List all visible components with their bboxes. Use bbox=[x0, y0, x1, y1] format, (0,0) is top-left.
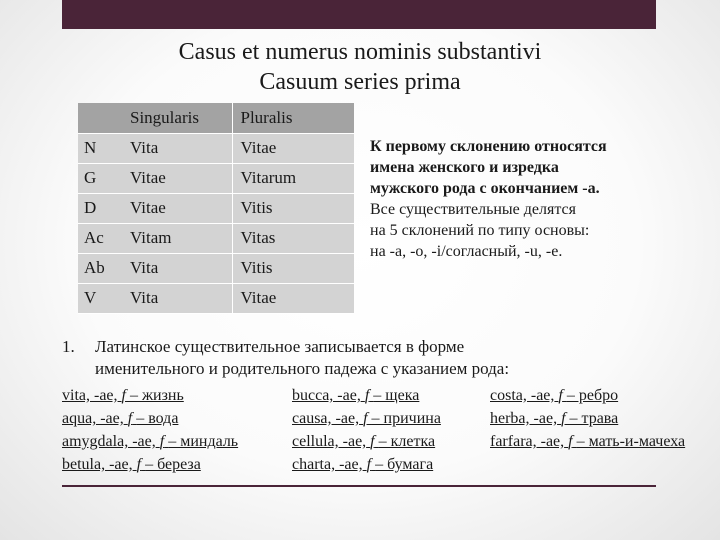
singular-form: Vitae bbox=[122, 163, 232, 193]
table-header-cell: Singularis bbox=[122, 103, 232, 133]
item-text-line: именительного и родительного падежа с указанием рода: bbox=[95, 359, 510, 378]
singular-form: Vita bbox=[122, 133, 232, 163]
case-label: Ab bbox=[78, 253, 122, 283]
example-entry: aqua, -ae, f – вода bbox=[62, 410, 179, 427]
plural-form: Vitae bbox=[232, 283, 354, 313]
table-header-cell: Pluralis bbox=[232, 103, 354, 133]
top-accent-bar bbox=[62, 0, 656, 29]
item-text-line: Латинское существительное записывается в форме bbox=[95, 337, 465, 356]
plural-form: Vitis bbox=[232, 253, 354, 283]
table-row bbox=[78, 133, 354, 163]
note-line: имена женского и изредка bbox=[370, 159, 559, 176]
example-entry: amygdala, -ae, f – миндаль bbox=[62, 433, 239, 450]
example-entry: herba, -ae, f – трава bbox=[490, 410, 619, 427]
examples-column bbox=[292, 384, 487, 476]
declension-table bbox=[78, 103, 354, 314]
examples-column bbox=[62, 384, 282, 476]
numbered-item bbox=[62, 336, 662, 380]
table-row bbox=[78, 223, 354, 253]
case-label: D bbox=[78, 193, 122, 223]
item-number: 1. bbox=[62, 337, 75, 356]
note-line: на -а, -о, -i/согласный, -u, -e. bbox=[370, 243, 563, 260]
plural-form: Vitas bbox=[232, 223, 354, 253]
example-entry: betula, -ae, f – береза bbox=[62, 456, 201, 473]
table-row bbox=[78, 253, 354, 283]
note-line: Все существительные делятся bbox=[370, 201, 577, 218]
example-entry: costa, -ae, f – ребро bbox=[490, 387, 619, 404]
note-line: на 5 склонений по типу основы: bbox=[370, 222, 590, 239]
example-entry: vita, -ae, f – жизнь bbox=[62, 387, 184, 404]
case-label: N bbox=[78, 133, 122, 163]
slide-subtitle: Casuum series prima bbox=[259, 69, 461, 95]
table-header-row bbox=[78, 103, 354, 133]
case-label: Ac bbox=[78, 223, 122, 253]
note-line: мужского рода с окончанием -а. bbox=[370, 180, 600, 197]
example-entry: causa, -ae, f – причина bbox=[292, 410, 441, 427]
plural-form: Vitarum bbox=[232, 163, 354, 193]
case-label: G bbox=[78, 163, 122, 193]
table-row bbox=[78, 163, 354, 193]
singular-form: Vita bbox=[122, 283, 232, 313]
declension-note bbox=[370, 136, 680, 262]
bottom-divider bbox=[62, 485, 656, 487]
examples-column bbox=[490, 384, 686, 453]
singular-form: Vitae bbox=[122, 193, 232, 223]
slide-title: Casus et numerus nominis substantivi bbox=[178, 39, 542, 65]
case-label: V bbox=[78, 283, 122, 313]
singular-form: Vita bbox=[122, 253, 232, 283]
example-entry: cellula, -ae, f – клетка bbox=[292, 433, 436, 450]
example-entry: charta, -ae, f – бумага bbox=[292, 456, 434, 473]
plural-form: Vitae bbox=[232, 133, 354, 163]
singular-form: Vitam bbox=[122, 223, 232, 253]
table-header-cell bbox=[78, 103, 122, 133]
example-entry: bucca, -ae, f – щека bbox=[292, 387, 420, 404]
table-row bbox=[78, 283, 354, 313]
table-row bbox=[78, 193, 354, 223]
note-line: К первому склонению относятся bbox=[370, 138, 607, 155]
example-entry: farfara, -ae, f – мать-и-мачеха bbox=[490, 433, 686, 450]
plural-form: Vitis bbox=[232, 193, 354, 223]
